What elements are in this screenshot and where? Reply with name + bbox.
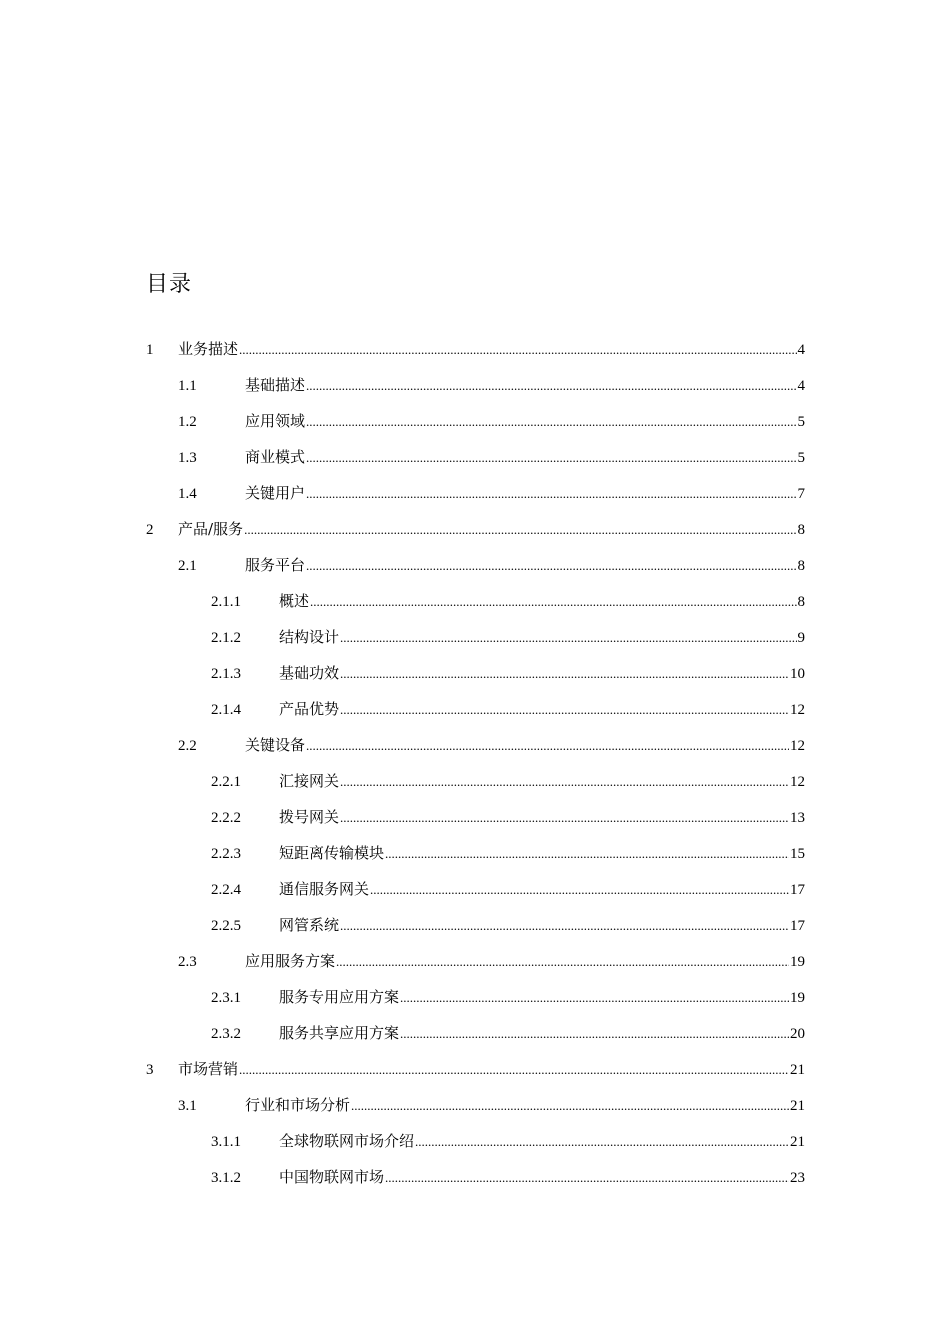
toc-entry-number: 2.2.3: [211, 846, 241, 862]
toc-entry-number: 3.1: [178, 1098, 197, 1114]
toc-entry-page-number: 12: [790, 738, 805, 754]
toc-entry-number: 2.1.4: [211, 702, 241, 718]
toc-entry-level-1[interactable]: [146, 1058, 805, 1080]
toc-entry-number: 2.1.3: [211, 666, 241, 682]
toc-entry-label: 商业模式: [245, 448, 306, 466]
toc-entry-label: 关键设备: [245, 736, 306, 754]
toc-entry-level-3[interactable]: [211, 878, 805, 900]
dot-leader: [340, 663, 789, 685]
toc-entry-page-number: 17: [790, 918, 805, 934]
toc-entry-number: 2.2.1: [211, 774, 241, 790]
toc-entry-page-number: 12: [790, 702, 805, 718]
dot-leader: [400, 1023, 789, 1045]
toc-entry-label: 应用服务方案: [245, 952, 336, 970]
toc-entry-page-number: 10: [790, 666, 805, 682]
toc-entry-level-2[interactable]: [178, 734, 805, 756]
toc-entry-page-number: 12: [790, 774, 805, 790]
toc-entry-page-number: 8: [797, 522, 805, 538]
toc-entry-page-number: 19: [790, 954, 805, 970]
toc-entry-page-number: 20: [790, 1026, 805, 1042]
toc-entry-label: 短距离传输模块: [279, 844, 385, 862]
toc-entry-page-number: 5: [797, 414, 805, 430]
toc-title: 目录: [146, 272, 193, 297]
toc-entry-label: 通信服务网关: [279, 880, 370, 898]
toc-entry-label: 基础描述: [245, 376, 306, 394]
dot-leader: [340, 771, 789, 793]
toc-entry-level-3[interactable]: [211, 1130, 805, 1152]
toc-entry-label: 业务描述: [178, 340, 239, 358]
dot-leader: [306, 555, 796, 577]
toc-entry-number: 2.2.4: [211, 882, 241, 898]
toc-entry-label: 概述: [279, 592, 310, 610]
toc-entry-page-number: 4: [797, 342, 805, 358]
toc-entry-level-3[interactable]: [211, 626, 805, 648]
toc-entry-level-3[interactable]: [211, 662, 805, 684]
toc-entry-number: 1.4: [178, 486, 197, 502]
toc-entry-level-3[interactable]: [211, 1022, 805, 1044]
dot-leader: [239, 1059, 789, 1081]
toc-entry-number: 1: [146, 342, 154, 358]
toc-entry-label: 服务专用应用方案: [279, 988, 400, 1006]
toc-entry-label: 网管系统: [279, 916, 340, 934]
dot-leader: [306, 447, 796, 469]
toc-entry-number: 1.2: [178, 414, 197, 430]
toc-entry-label: 基础功效: [279, 664, 340, 682]
toc-entry-number: 2.3.1: [211, 990, 241, 1006]
dot-leader: [306, 411, 796, 433]
dot-leader: [239, 339, 796, 361]
toc-entry-label: 服务平台: [245, 556, 306, 574]
toc-entry-number: 2.2.5: [211, 918, 241, 934]
toc-entry-number: 2.1: [178, 558, 197, 574]
toc-entry-level-1[interactable]: [146, 518, 805, 540]
toc-entry-level-2[interactable]: [178, 1094, 805, 1116]
toc-entry-label: 结构设计: [279, 628, 340, 646]
toc-entry-page-number: 4: [797, 378, 805, 394]
toc-entry-level-3[interactable]: [211, 698, 805, 720]
toc-entry-number: 2.3.2: [211, 1026, 241, 1042]
toc-entry-page-number: 15: [790, 846, 805, 862]
toc-entry-page-number: 13: [790, 810, 805, 826]
toc-entry-page-number: 8: [797, 558, 805, 574]
toc-entry-page-number: 21: [790, 1134, 805, 1150]
toc-entry-level-3[interactable]: [211, 1166, 805, 1188]
dot-leader: [351, 1095, 789, 1117]
dot-leader: [306, 735, 789, 757]
dot-leader: [340, 807, 789, 829]
toc-entry-level-3[interactable]: [211, 986, 805, 1008]
dot-leader: [370, 879, 789, 901]
toc-entry-label: 拨号网关: [279, 808, 340, 826]
toc-entry-number: 2.1.1: [211, 594, 241, 610]
toc-entry-page-number: 19: [790, 990, 805, 1006]
toc-entry-number: 2.3: [178, 954, 197, 970]
toc-entry-level-2[interactable]: [178, 482, 805, 504]
dot-leader: [385, 1167, 789, 1189]
toc-entry-number: 3.1.2: [211, 1170, 241, 1186]
toc-entry-level-3[interactable]: [211, 806, 805, 828]
toc-entry-number: 1.3: [178, 450, 197, 466]
toc-entry-level-2[interactable]: [178, 374, 805, 396]
toc-entry-number: 3: [146, 1062, 154, 1078]
toc-entry-level-3[interactable]: [211, 842, 805, 864]
toc-entry-level-3[interactable]: [211, 914, 805, 936]
dot-leader: [310, 591, 796, 613]
dot-leader: [340, 627, 796, 649]
dot-leader: [385, 843, 789, 865]
toc-entry-label: 应用领域: [245, 412, 306, 430]
toc-entry-page-number: 5: [797, 450, 805, 466]
toc-entry-label: 产品/服务: [178, 520, 244, 538]
dot-leader: [336, 951, 789, 973]
toc-entry-page-number: 23: [790, 1170, 805, 1186]
toc-entry-label: 服务共享应用方案: [279, 1024, 400, 1042]
toc-entry-page-number: 21: [790, 1062, 805, 1078]
toc-entry-level-1[interactable]: [146, 338, 805, 360]
toc-entry-number: 2.2.2: [211, 810, 241, 826]
toc-entry-level-2[interactable]: [178, 950, 805, 972]
toc-entry-label: 关键用户: [245, 484, 306, 502]
toc-entry-label: 汇接网关: [279, 772, 340, 790]
toc-entry-label: 产品优势: [279, 700, 340, 718]
dot-leader: [306, 483, 796, 505]
toc-entry-number: 2.2: [178, 738, 197, 754]
toc-entry-page-number: 8: [797, 594, 805, 610]
toc-entry-level-2[interactable]: [178, 554, 805, 576]
toc-entry-page-number: 9: [797, 630, 805, 646]
toc-entry-level-2[interactable]: [178, 446, 805, 468]
toc-entry-number: 1.1: [178, 378, 197, 394]
toc-entry-level-3[interactable]: [211, 590, 805, 612]
toc-entry-level-2[interactable]: [178, 410, 805, 432]
toc-entry-label: 行业和市场分析: [245, 1096, 351, 1114]
toc-entry-number: 3.1.1: [211, 1134, 241, 1150]
toc-entry-number: 2: [146, 522, 154, 538]
toc-entry-number: 2.1.2: [211, 630, 241, 646]
toc-entry-page-number: 17: [790, 882, 805, 898]
dot-leader: [400, 987, 789, 1009]
toc-entry-label: 中国物联网市场: [279, 1168, 385, 1186]
dot-leader: [306, 375, 796, 397]
toc-entry-page-number: 21: [790, 1098, 805, 1114]
dot-leader: [340, 699, 789, 721]
toc-entry-label: 市场营销: [178, 1060, 239, 1078]
toc-entry-label: 全球物联网市场介绍: [279, 1132, 415, 1150]
dot-leader: [415, 1131, 789, 1153]
dot-leader: [244, 519, 796, 541]
dot-leader: [340, 915, 789, 937]
toc-entry-page-number: 7: [797, 486, 805, 502]
toc-entry-level-3[interactable]: [211, 770, 805, 792]
